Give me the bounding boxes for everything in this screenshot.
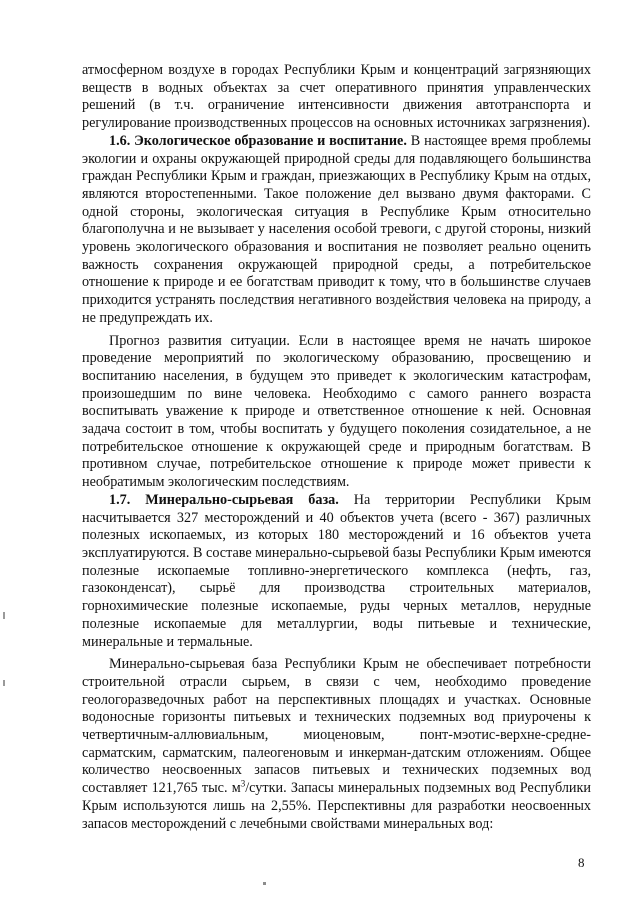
- mineral-text-part-2: /сутки. Запасы минеральных подземных вод Республики Крым используются лишь на 2,55%. Перспективны для разработки неосвоенных запасов месторождений с лечебными свойствами минеральных вод:: [82, 780, 591, 832]
- scan-speck: [3, 680, 5, 686]
- document-page-body: [82, 62, 591, 833]
- scan-speck: [263, 882, 266, 885]
- cubic-superscript: 3: [240, 778, 246, 789]
- section-mineral-base: [82, 492, 591, 651]
- paragraph-forecast: Прогноз развития ситуации. Если в настоящее время не начать широкое проведение мероприятий по экологическому образованию, просвещению и воспитанию населения, в будущем это приведет к экологическим катастрофам, произошедшим по вине человека. Необходимо с самого раннего возраста воспитывать уважение к природе и ответственное отношение к ней. Основная задача состоит в том, чтобы воспитать у будущего поколения созидательное, а не потребительское отношение к окружающей среде и природным богатствам. В противном случае, потребительское отношение к природе может привести к необратимым экологическим последствиям.: [82, 332, 591, 491]
- section-heading-1-6: 1.6. Экологическое образование и воспитание.: [109, 132, 407, 149]
- paragraph-air-monitoring: атмосферном воздухе в городах Республики Крым и концентраций загрязняющих веществ в водных объектах за счет оперативного принятия управленческих решений (в т.ч. ограничение интенсивности движения автотранспорта и регулирование производственных процессов на основных источниках загрязнения).: [82, 62, 591, 132]
- section-heading-1-7: 1.7. Минерально-сырьевая база.: [109, 491, 339, 508]
- scan-speck: [3, 612, 5, 619]
- mineral-text-part-1: Минерально-сырьевая база Республики Крым не обеспечивает потребности строительной отрасли сырьем, в связи с чем, необходимо проведение геологоразведочных работ на перспективных площадях и участках. Основные водоносные горизонты питьевых и технических подземных вод приурочены к четвертичным-аллювиальным, миоценовым, понт-мэотис-верхне-средне-сарматским, сарматским, палеогеновым и инкерман-датским отложениям. Общее количество неосвоенных запасов питьевых и технических подземных вод составляет 121,765 тыс. м: [82, 656, 591, 797]
- section-ecological-education: [82, 133, 591, 328]
- paragraph-mineral-resources: [82, 656, 591, 833]
- page-number: 8: [578, 855, 585, 870]
- section-text-1-6: В настоящее время проблемы экологии и охраны окружающей природной среды для подавляющего большинства граждан Республики Крым и граждан, приезжающих в Республику Крым на отдых, являются второстепенными. Такое положение дел вызвано двумя факторами. С одной стороны, экологическая ситуация в Республике Крым относительно благополучна и не вызывает у населения особой тревоги, с другой стороны, низкий уровень экологического образования и воспитания не позволяет реально оценить важность сохранения окружающей природной среды, а потребительское отношение к природе и ее богатствам приводит к тому, что в большинстве случаев приходится устранять последствия негативного воздействия человека на природу, а не предупреждать их.: [82, 132, 591, 326]
- section-text-1-7: На территории Республики Крым насчитывается 327 месторождений и 40 объектов учета (всего - 367) различных полезных ископаемых, из которых 180 месторождений и 16 объектов учета эксплуатируются. В составе минерально-сырьевой базы Республики Крым имеются полезные ископаемые топливно-энергетического комплекса (нефть, газ, газоконденсат), сырьё для производства строительных материалов, горнохимические полезные ископаемые, руды черных металлов, нерудные полезные ископаемые для металлургии, воды питьевые и технические, минеральные и термальные.: [82, 491, 591, 650]
